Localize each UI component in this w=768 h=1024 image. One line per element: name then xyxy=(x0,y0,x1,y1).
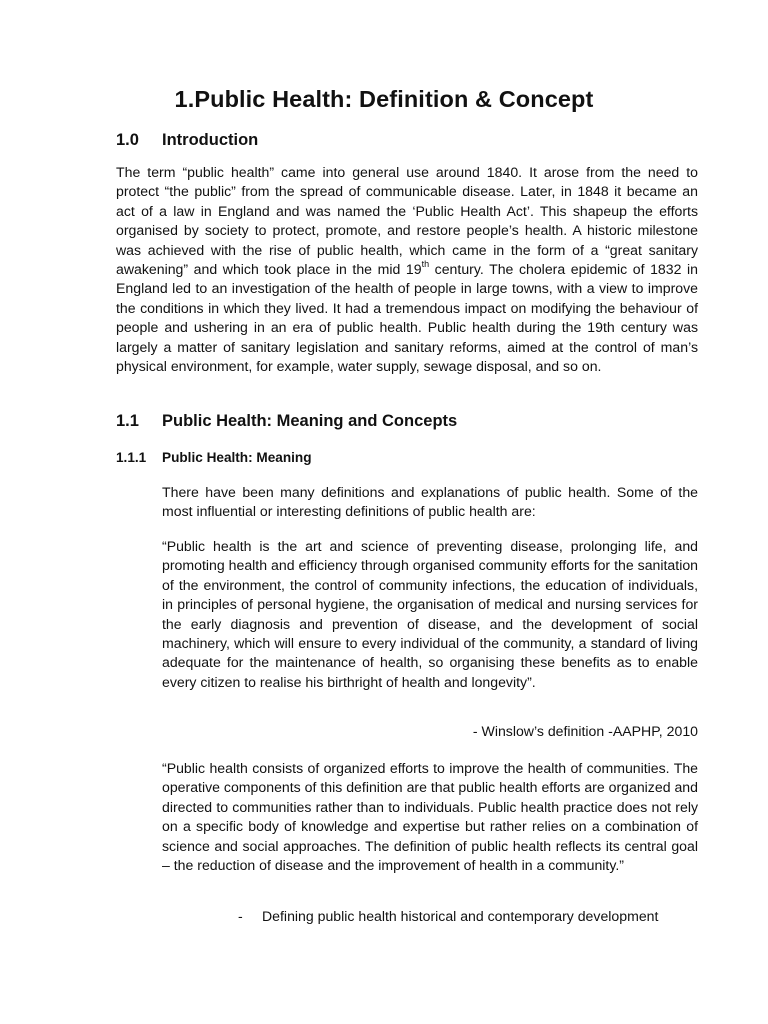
subsection-number: 1.1.1 xyxy=(116,450,147,465)
section-number: 1.0 xyxy=(116,131,139,149)
subsection-heading-meaning xyxy=(116,450,312,465)
intro-text-part2: century. The cholera epidemic of 1832 in England led to an investigation of the health of people in large towns, with a view to improve the conditions in which they lived. It had a tremendous impact on modifying the behaviour of people and ushering in an era of public health. Public health during the 19th century was largely a matter of sanitary legislation and sanitary reforms, aimed at the control of man’s physical environment, for example, water supply, sewage disposal, and so on. xyxy=(116,261,698,375)
intro-text-part1: The term “public health” came into general use around 1840. It arose from the need to protect “the public” from the spread of communicable disease. Later, in 1848 it became an act of a law in England and was named the ‘Public Health Act’. This shapeup the efforts organised by society to protect, promote, and restore people’s health. A historic milestone was achieved with the rise of public health, which came in the form of a “great sanitary awakening” and which took place in the mid 19 xyxy=(116,164,698,278)
meaning-intro-paragraph: There have been many definitions and explanations of public health. Some of the most influential or interesting definitions of public health are: xyxy=(162,484,698,520)
subsection-title: Public Health: Meaning xyxy=(162,450,312,465)
section-title: Introduction xyxy=(162,131,259,149)
section-title: Public Health: Meaning and Concepts xyxy=(162,412,458,430)
introduction-paragraph xyxy=(116,163,698,376)
page-title: 1.Public Health: Definition & Concept xyxy=(174,86,594,112)
section-number: 1.1 xyxy=(116,412,139,430)
list-bullet: - xyxy=(238,908,243,924)
section-heading-meaning-concepts xyxy=(116,412,457,431)
winslow-quote: “Public health is the art and science of preventing disease, prolonging life, and promoting health and efficiency through organised community efforts for the sanitation of the environment, the control of community infections, the education of individuals, in principles of personal hygiene, the organisation of medical and nursing services for the early diagnosis and prevention of disease, and the development of social machinery, which will ensure to every individual of the community, a standard of living adequate for the maintenance of health, so organising these benefits as to enable every citizen to realise his birthright of health and longevity”. xyxy=(162,538,698,690)
section-heading-introduction xyxy=(116,131,258,150)
public-health-quote: “Public health consists of organized efforts to improve the health of communities. The operative components of this definition are that public health efforts are organized and directed to communities rather than to individuals. Public health practice does not rely on a specific body of knowledge and expertise but rather relies on a combination of science and social approaches. The definition of public health reflects its central goal – the reduction of disease and the improvement of health in a community.” xyxy=(162,760,698,874)
superscript-th: th xyxy=(421,259,430,270)
list-item: Defining public health historical and contemporary development xyxy=(262,908,659,924)
quote-attribution: - Winslow’s definition -AAPHP, 2010 xyxy=(472,723,698,739)
